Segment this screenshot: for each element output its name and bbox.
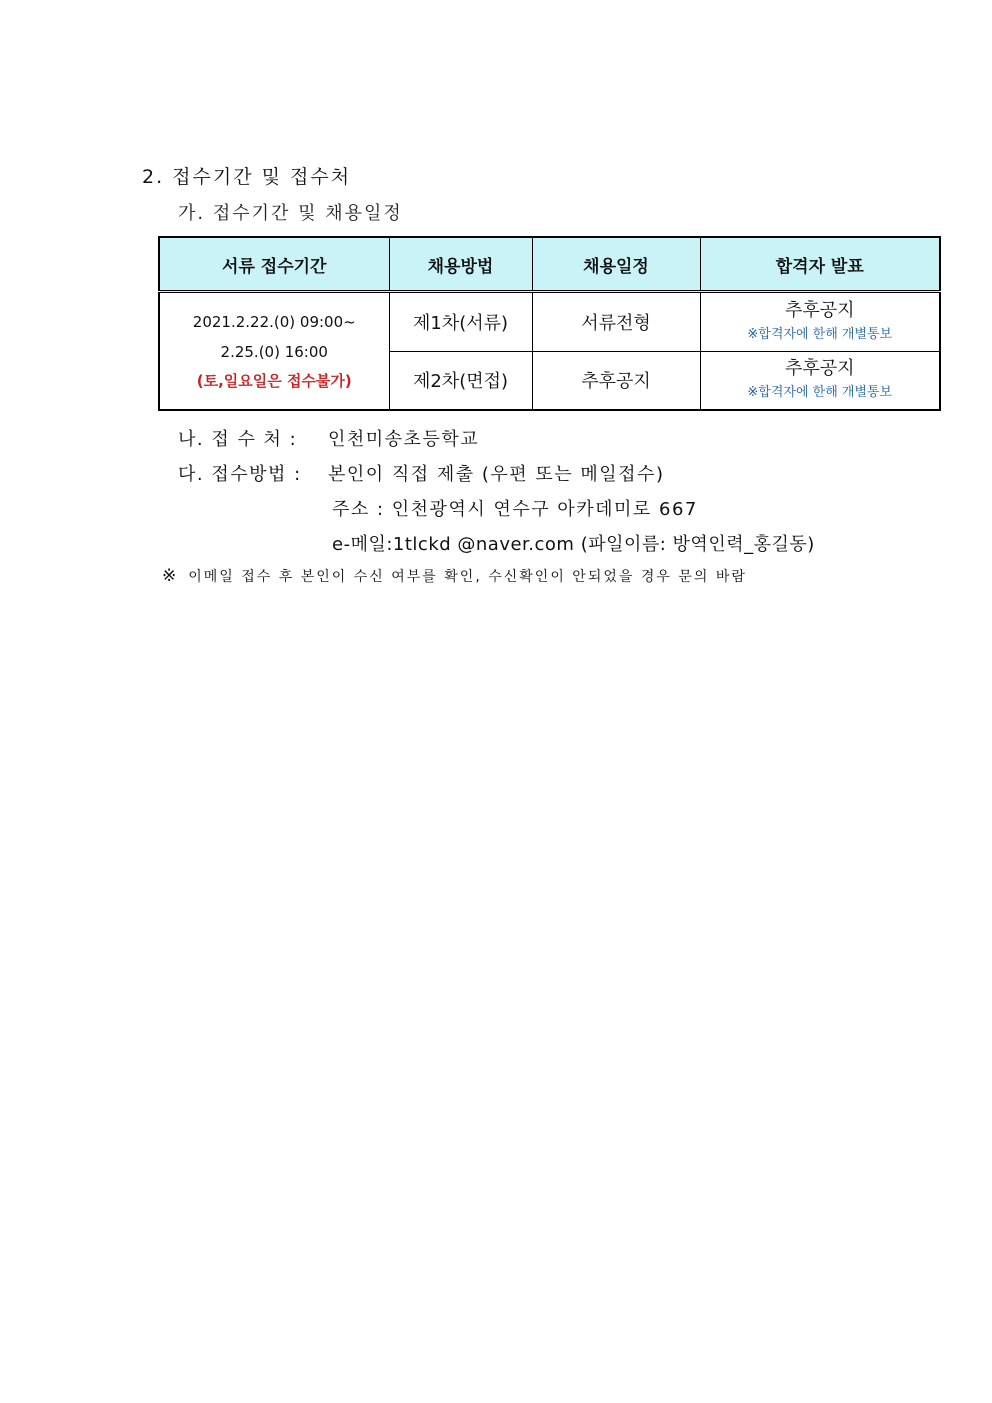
period-line-1: 2021.2.22.(0) 09:00~ (192, 313, 356, 331)
header-announce: 합격자 발표 (700, 237, 940, 292)
header-period: 서류 접수기간 (159, 237, 389, 292)
header-method: 채용방법 (389, 237, 532, 292)
place-value: 인천미송초등학교 (328, 429, 480, 450)
schedule-cell: 추후공지 (532, 351, 700, 410)
period-cell (159, 292, 389, 411)
period-line-2: 2.25.(0) 16:00 (220, 343, 328, 361)
table-row (159, 292, 940, 352)
reference-mark: ※ (162, 566, 179, 586)
place-line (178, 425, 479, 451)
method-line (178, 460, 664, 486)
notice-text: 이메일 접수 후 본인이 수신 여부를 확인, 수신확인이 안되었을 경우 문의 바람 (188, 569, 747, 585)
notice-line (162, 566, 747, 586)
announce-main: 추후공지 (784, 299, 855, 321)
address-line: 주소 : 인천광역시 연수구 아카데미로 667 (332, 499, 698, 520)
announce-cell (700, 351, 940, 410)
table-header-row (159, 237, 940, 292)
announce-main: 추후공지 (784, 358, 855, 380)
schedule-cell: 서류전형 (532, 292, 700, 352)
header-schedule: 채용일정 (532, 237, 700, 292)
method-cell: 제2차(면접) (389, 351, 532, 410)
email-line: e-메일:1tlckd @naver.com (파일이름: 방역인력_홍길동) (332, 534, 815, 555)
method-value: 본인이 직접 제출 (우편 또는 메일접수) (328, 464, 665, 485)
announce-note: ※합격자에 한해 개별통보 (747, 385, 893, 401)
section-title: 2. 접수기간 및 접수처 (142, 166, 352, 188)
subsection-title-a: 가. 접수기간 및 채용일정 (178, 203, 403, 224)
method-cell: 제1차(서류) (389, 292, 532, 352)
schedule-table (158, 236, 941, 411)
place-label: 나. 접 수 처 : (178, 429, 298, 450)
announce-cell (700, 292, 940, 352)
announce-note: ※합격자에 한해 개별통보 (747, 326, 893, 342)
period-note: (토,일요일은 접수불가) (196, 372, 352, 390)
method-label: 다. 접수방법 : (178, 464, 302, 485)
